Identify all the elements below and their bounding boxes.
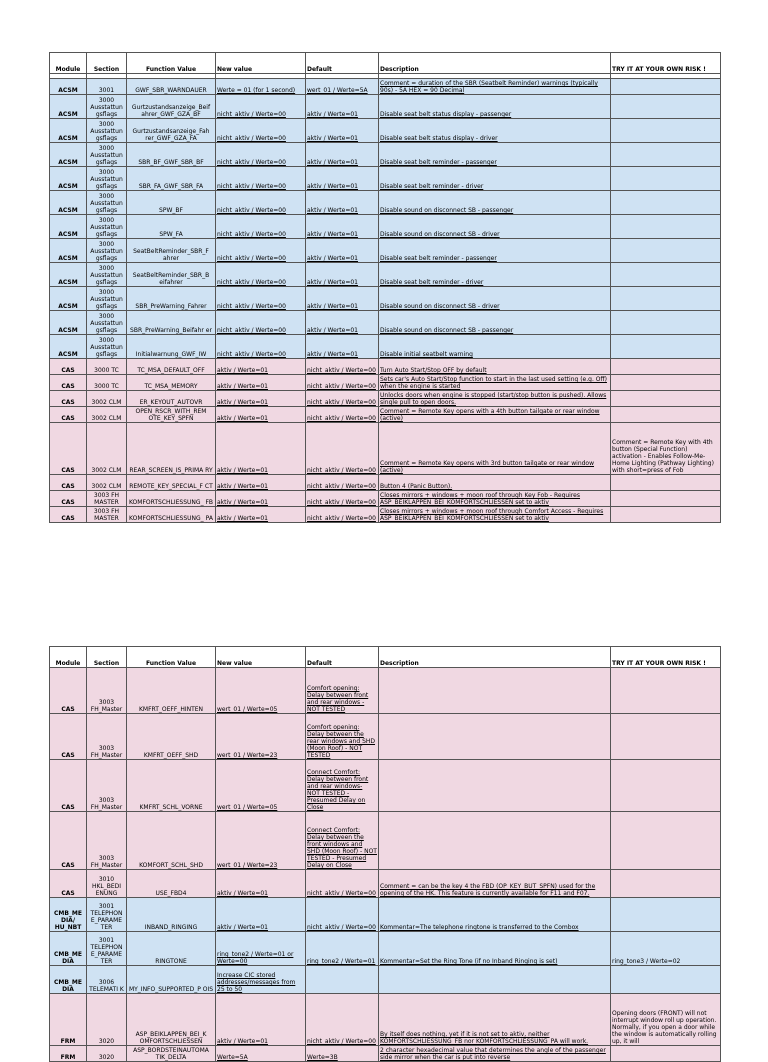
- table-row: [50, 239, 721, 263]
- module-cell: CAS: [50, 375, 87, 391]
- default-cell: nicht_aktiv / Werte=00: [306, 423, 379, 475]
- default-cell: aktiv / Werte=01: [306, 287, 379, 311]
- risk-cell: [611, 491, 721, 507]
- description-cell: [379, 812, 611, 870]
- default-cell: nicht_aktiv / Werte=00: [306, 407, 379, 423]
- header-description: Description: [379, 647, 611, 668]
- module-cell: ACSM: [50, 263, 87, 287]
- header-default: Default: [306, 53, 379, 74]
- section-cell: 3001 TELEPHON E_PARAME TER: [87, 898, 127, 932]
- default-cell: nicht_aktiv / Werte=00: [306, 491, 379, 507]
- section-cell: 3000 Ausstattun gsflags: [87, 263, 127, 287]
- section-cell: 3003 FH MASTER: [87, 507, 127, 523]
- table-row: [50, 79, 721, 95]
- risk-cell: [611, 167, 721, 191]
- default-cell: Connect Comfort: Delay between front and rear windows- NOT TESTED - Presumed Delay on Close: [306, 760, 379, 812]
- function-value-cell: SBR_PreWarning_Fahrer: [127, 287, 216, 311]
- new-value-cell: nicht_aktiv / Werte=00: [216, 311, 306, 335]
- risk-cell: Comment = Remote Key with 4th button (Special Function) activation - Enables Follow-Me-Home Lighting (Pathway Lighting) with short=press of Fob: [611, 423, 721, 475]
- new-value-cell: Werte = 01 (for 1 second): [216, 79, 306, 95]
- risk-cell: [611, 1046, 721, 1062]
- default-cell: aktiv / Werte=01: [306, 95, 379, 119]
- header-function-value: Function Value: [127, 53, 216, 74]
- section-cell: 3000 Ausstattun gsflags: [87, 239, 127, 263]
- description-cell: Kommentar=The telephone ringtone is transferred to the Combox: [379, 898, 611, 932]
- function-value-cell: ASP_BEIKLAPPEN_BEI_K OMFORTSCHLIESSEN: [127, 994, 216, 1046]
- description-cell: [379, 966, 611, 994]
- header-risk: TRY IT AT YOUR OWN RISK !: [611, 53, 721, 74]
- section-cell: 3003 FH MASTER: [87, 491, 127, 507]
- section-cell: 3010 HKL_BEDI ENUNG: [87, 870, 127, 898]
- coding-table-1: [49, 52, 721, 523]
- default-cell: nicht_aktiv / Werte=00: [306, 507, 379, 523]
- module-cell: CMB_ME DIA/ HU_NBT: [50, 898, 87, 932]
- risk-cell: [611, 79, 721, 95]
- table-row: [50, 375, 721, 391]
- risk-cell: [611, 263, 721, 287]
- function-value-cell: REMOTE_KEY_SPECIAL_F CT: [127, 475, 216, 491]
- default-cell: aktiv / Werte=01: [306, 263, 379, 287]
- section-cell: 3002 CLM: [87, 423, 127, 475]
- description-cell: Disable sound on disconnect SB - passenger: [379, 191, 611, 215]
- section-cell: 3003 FH_Master: [87, 714, 127, 760]
- section-cell: 3000 Ausstattun gsflags: [87, 191, 127, 215]
- module-cell: ACSM: [50, 79, 87, 95]
- module-cell: CAS: [50, 407, 87, 423]
- default-cell: aktiv / Werte=01: [306, 311, 379, 335]
- risk-cell: [611, 812, 721, 870]
- default-cell: nicht_aktiv / Werte=00: [306, 870, 379, 898]
- new-value-cell: aktiv / Werte=01: [216, 375, 306, 391]
- default-cell: [306, 966, 379, 994]
- section-cell: 3001 TELEPHON E_PARAME TER: [87, 932, 127, 966]
- header-risk: TRY IT AT YOUR OWN RISK !: [611, 647, 721, 668]
- risk-cell: [611, 191, 721, 215]
- module-cell: CAS: [50, 714, 87, 760]
- function-value-cell: USE_FBD4: [127, 870, 216, 898]
- function-value-cell: TC_MSA_MEMORY: [127, 375, 216, 391]
- module-cell: CAS: [50, 507, 87, 523]
- new-value-cell: aktiv / Werte=01: [216, 407, 306, 423]
- module-cell: ACSM: [50, 119, 87, 143]
- header-default: Default: [306, 647, 379, 668]
- default-cell: aktiv / Werte=01: [306, 167, 379, 191]
- new-value-cell: wert_01 / Werte=05: [216, 760, 306, 812]
- risk-cell: [611, 143, 721, 167]
- default-cell: nicht_aktiv / Werte=00: [306, 898, 379, 932]
- module-cell: CAS: [50, 870, 87, 898]
- table-row: [50, 491, 721, 507]
- new-value-cell: aktiv / Werte=01: [216, 391, 306, 407]
- table-row: [50, 898, 721, 932]
- header-new-value: New value: [216, 53, 306, 74]
- new-value-cell: aktiv / Werte=01: [216, 507, 306, 523]
- new-value-cell: Werte=5A: [216, 1046, 306, 1062]
- header-row: [50, 647, 721, 668]
- table-row: [50, 932, 721, 966]
- description-cell: Sets car's Auto Start/Stop function to start in the last used setting (e.g. Off) when the engine is started: [379, 375, 611, 391]
- risk-cell: [611, 475, 721, 491]
- function-value-cell: RINGTONE: [127, 932, 216, 966]
- header-new-value: New value: [216, 647, 306, 668]
- table-row: [50, 714, 721, 760]
- function-value-cell: KOMFORTSCHLIESSUNG_ FB: [127, 491, 216, 507]
- table-row: [50, 191, 721, 215]
- module-cell: ACSM: [50, 239, 87, 263]
- section-cell: 3002 CLM: [87, 475, 127, 491]
- module-cell: CAS: [50, 812, 87, 870]
- function-value-cell: GWF_SBR_WARNDAUER: [127, 79, 216, 95]
- description-cell: Kommentar=Set the Ring Tone (if no Inband Ringing is set): [379, 932, 611, 966]
- description-cell: Button 4 (Panic Button).: [379, 475, 611, 491]
- risk-cell: ring_tone3 / Werte=02: [611, 932, 721, 966]
- function-value-cell: SeatBeltReminder_SBR_F ahrer: [127, 239, 216, 263]
- new-value-cell: wert_01 / Werte=05: [216, 668, 306, 714]
- coding-table-2: [49, 646, 721, 1062]
- section-cell: 3001: [87, 79, 127, 95]
- new-value-cell: nicht_aktiv / Werte=00: [216, 239, 306, 263]
- risk-cell: [611, 311, 721, 335]
- module-cell: CAS: [50, 760, 87, 812]
- default-cell: aktiv / Werte=01: [306, 143, 379, 167]
- function-value-cell: INBAND_RINGING: [127, 898, 216, 932]
- new-value-cell: aktiv / Werte=01: [216, 359, 306, 375]
- section-cell: 3000 TC: [87, 375, 127, 391]
- module-cell: FRM: [50, 1046, 87, 1062]
- function-value-cell: SBR_BF_GWF_SBR_BF: [127, 143, 216, 167]
- description-cell: Disable sound on disconnect SB - driver: [379, 215, 611, 239]
- function-value-cell: SBR_FA_GWF_SBR_FA: [127, 167, 216, 191]
- default-cell: ring_tone2 / Werte=01: [306, 932, 379, 966]
- section-cell: 3000 Ausstattun gsflags: [87, 143, 127, 167]
- header-module: Module: [50, 647, 87, 668]
- risk-cell: [611, 215, 721, 239]
- description-cell: [379, 714, 611, 760]
- description-cell: Disable seat belt reminder - driver: [379, 263, 611, 287]
- function-value-cell: ASP_BORDSTEINAUTOMA TIK_DELTA: [127, 1046, 216, 1062]
- risk-cell: [611, 870, 721, 898]
- default-cell: nicht_aktiv / Werte=00: [306, 359, 379, 375]
- description-cell: [379, 760, 611, 812]
- default-cell: Werte=3B: [306, 1046, 379, 1062]
- risk-cell: [611, 335, 721, 359]
- table-row: [50, 287, 721, 311]
- description-cell: Disable seat belt status display - driver: [379, 119, 611, 143]
- module-cell: CAS: [50, 668, 87, 714]
- function-value-cell: KOMFORT_SCHL_SHD: [127, 812, 216, 870]
- description-cell: By itself does nothing, yet if it is not set to aktiv, neither KOMFORTSCHLIESSUNG_FB nor KOMFORTSCHLIESSUNG_PA will work.: [379, 994, 611, 1046]
- default-cell: aktiv / Werte=01: [306, 119, 379, 143]
- default-cell: Comfort opening: Delay between the rear windows and SHD (Moon Roof) - NOT TESTED: [306, 714, 379, 760]
- function-value-cell: Gurtzustandsanzeige_Beif ahrer_GWF_GZA_BF: [127, 95, 216, 119]
- table-row: [50, 263, 721, 287]
- new-value-cell: wert_01 / Werte=23: [216, 714, 306, 760]
- section-cell: 3003 FH_Master: [87, 812, 127, 870]
- section-cell: 3000 Ausstattun gsflags: [87, 311, 127, 335]
- description-cell: Disable initial seatbelt warning: [379, 335, 611, 359]
- section-cell: 3002 CLM: [87, 391, 127, 407]
- risk-cell: [611, 714, 721, 760]
- table-row: [50, 668, 721, 714]
- module-cell: ACSM: [50, 167, 87, 191]
- default-cell: Comfort opening: Delay between front and rear windows - NOT TESTED: [306, 668, 379, 714]
- risk-cell: [611, 407, 721, 423]
- section-cell: 3003 FH_Master: [87, 760, 127, 812]
- table-row: [50, 812, 721, 870]
- function-value-cell: OPEN_RSCR_WITH_REM OTE_KEY_SPFN: [127, 407, 216, 423]
- function-value-cell: SPW_BF: [127, 191, 216, 215]
- module-cell: ACSM: [50, 143, 87, 167]
- default-cell: aktiv / Werte=01: [306, 215, 379, 239]
- description-cell: Comment = duration of the SBR (Seatbelt Reminder) warnings (typically 90s) - 5A HEX = 90 Decimal: [379, 79, 611, 95]
- new-value-cell: nicht_aktiv / Werte=00: [216, 215, 306, 239]
- table-row: [50, 391, 721, 407]
- table-row: [50, 167, 721, 191]
- new-value-cell: wert_01 / Werte=23: [216, 812, 306, 870]
- risk-cell: [611, 391, 721, 407]
- description-cell: Turn Auto Start/Stop OFF by default: [379, 359, 611, 375]
- risk-cell: [611, 287, 721, 311]
- default-cell: nicht_aktiv / Werte=00: [306, 375, 379, 391]
- function-value-cell: TC_MSA_DEFAULT_OFF: [127, 359, 216, 375]
- module-cell: CMB_ME DIA: [50, 932, 87, 966]
- function-value-cell: MY_INFO_SUPPORTED_P OIS: [127, 966, 216, 994]
- module-cell: ACSM: [50, 191, 87, 215]
- risk-cell: [611, 760, 721, 812]
- header-function-value: Function Value: [127, 647, 216, 668]
- table-row: [50, 407, 721, 423]
- description-cell: Closes mirrors + windows + moon roof through Key Fob - Requires ASP_BEIKLAPPEN_BEI_KOMFORTSCHLIESSEN set to aktiv: [379, 491, 611, 507]
- default-cell: Connect Comfort: Delay between the front windows and SHD (Moon Roof) - NOT TESTED - Presumed Delay on Close: [306, 812, 379, 870]
- description-cell: Disable sound on disconnect SB - driver: [379, 287, 611, 311]
- section-cell: 3000 Ausstattun gsflags: [87, 119, 127, 143]
- module-cell: ACSM: [50, 95, 87, 119]
- new-value-cell: nicht_aktiv / Werte=00: [216, 191, 306, 215]
- default-cell: aktiv / Werte=01: [306, 239, 379, 263]
- module-cell: CAS: [50, 491, 87, 507]
- module-cell: CMB_ME DIA: [50, 966, 87, 994]
- default-cell: nicht_aktiv / Werte=00: [306, 994, 379, 1046]
- header-row: [50, 53, 721, 74]
- header-module: Module: [50, 53, 87, 74]
- header-section: Section: [87, 53, 127, 74]
- table-row: [50, 335, 721, 359]
- table-row: [50, 994, 721, 1046]
- risk-cell: [611, 239, 721, 263]
- function-value-cell: Gurtzustandsanzeige_Fah rer_GWF_GZA_FA: [127, 119, 216, 143]
- table-row: [50, 870, 721, 898]
- new-value-cell: nicht_aktiv / Werte=00: [216, 143, 306, 167]
- new-value-cell: nicht_aktiv / Werte=00: [216, 119, 306, 143]
- table-row: [50, 311, 721, 335]
- module-cell: CAS: [50, 359, 87, 375]
- section-cell: 3000 TC: [87, 359, 127, 375]
- function-value-cell: KMFRT_OEFF_HINTEN: [127, 668, 216, 714]
- default-cell: wert_01 / Werte=5A: [306, 79, 379, 95]
- description-cell: Disable seat belt status display - passenger: [379, 95, 611, 119]
- table-row: [50, 1046, 721, 1062]
- risk-cell: [611, 668, 721, 714]
- function-value-cell: SeatBeltReminder_SBR_B eifahrer: [127, 263, 216, 287]
- section-cell: 3020: [87, 994, 127, 1046]
- function-value-cell: SBR_PreWarning_Beifahr er: [127, 311, 216, 335]
- new-value-cell: aktiv / Werte=01: [216, 898, 306, 932]
- module-cell: FRM: [50, 994, 87, 1046]
- function-value-cell: KMFRT_SCHL_VORNE: [127, 760, 216, 812]
- section-cell: 3000 Ausstattun gsflags: [87, 287, 127, 311]
- section-cell: 3002 CLM: [87, 407, 127, 423]
- new-value-cell: nicht_aktiv / Werte=00: [216, 263, 306, 287]
- risk-cell: [611, 359, 721, 375]
- table-row: [50, 119, 721, 143]
- new-value-cell: nicht_aktiv / Werte=00: [216, 167, 306, 191]
- module-cell: ACSM: [50, 311, 87, 335]
- table-row: [50, 359, 721, 375]
- description-cell: [379, 668, 611, 714]
- module-cell: CAS: [50, 391, 87, 407]
- module-cell: ACSM: [50, 335, 87, 359]
- description-cell: Comment = Remote Key opens with a 4th button tailgate or rear window (active): [379, 407, 611, 423]
- description-cell: Comment = can be the key 4 the FBD (OP_KEY_BUT_SPFN) used for the opening of the HK. This feature is currently available for F11 and F07.: [379, 870, 611, 898]
- table-row: [50, 423, 721, 475]
- risk-cell: Opening doors (FRONT) will not interrupt window roll up operation. Normally, if you open a door while the window is automatically rolling up, it will: [611, 994, 721, 1046]
- risk-cell: [611, 119, 721, 143]
- table-row: [50, 143, 721, 167]
- module-cell: CAS: [50, 475, 87, 491]
- risk-cell: [611, 375, 721, 391]
- function-value-cell: KOMFORTSCHLIESSUNG_ PA: [127, 507, 216, 523]
- module-cell: CAS: [50, 423, 87, 475]
- new-value-cell: Increase CIC stored addresses/messages from 25 to 50: [216, 966, 306, 994]
- section-cell: 3000 Ausstattun gsflags: [87, 215, 127, 239]
- new-value-cell: nicht_aktiv / Werte=00: [216, 287, 306, 311]
- description-cell: Disable seat belt reminder - passenger: [379, 143, 611, 167]
- risk-cell: [611, 95, 721, 119]
- table-row: [50, 215, 721, 239]
- description-cell: Disable seat belt reminder - driver: [379, 167, 611, 191]
- risk-cell: [611, 898, 721, 932]
- default-cell: aktiv / Werte=01: [306, 335, 379, 359]
- description-cell: Disable sound on disconnect SB - passenger: [379, 311, 611, 335]
- table-row: [50, 95, 721, 119]
- default-cell: aktiv / Werte=01: [306, 191, 379, 215]
- table-row: [50, 507, 721, 523]
- function-value-cell: Initialwarnung_GWF_IW: [127, 335, 216, 359]
- section-cell: 3000 Ausstattun gsflags: [87, 335, 127, 359]
- new-value-cell: aktiv / Werte=01: [216, 994, 306, 1046]
- module-cell: ACSM: [50, 215, 87, 239]
- function-value-cell: ER_KEYOUT_AUTOVR: [127, 391, 216, 407]
- new-value-cell: aktiv / Werte=01: [216, 423, 306, 475]
- section-cell: 3003 FH_Master: [87, 668, 127, 714]
- description-cell: Comment = Remote Key opens with 3rd button tailgate or rear window (active): [379, 423, 611, 475]
- section-cell: 3006 TELEMATI K: [87, 966, 127, 994]
- new-value-cell: nicht_aktiv / Werte=00: [216, 335, 306, 359]
- table-row: [50, 475, 721, 491]
- new-value-cell: ring_tone2 / Werte=01 or Werte=00: [216, 932, 306, 966]
- new-value-cell: aktiv / Werte=01: [216, 491, 306, 507]
- description-cell: Unlocks doors when engine is stopped (start/stop button is pushed). Allows single pull to open doors.: [379, 391, 611, 407]
- new-value-cell: nicht_aktiv / Werte=00: [216, 95, 306, 119]
- section-cell: 3000 Ausstattun gsflags: [87, 167, 127, 191]
- section-cell: 3020: [87, 1046, 127, 1062]
- header-description: Description: [379, 53, 611, 74]
- description-cell: 2 character hexadecimal value that determines the angle of the passenger side mirror when the car is put into reverse: [379, 1046, 611, 1062]
- new-value-cell: aktiv / Werte=01: [216, 870, 306, 898]
- risk-cell: [611, 966, 721, 994]
- header-section: Section: [87, 647, 127, 668]
- module-cell: ACSM: [50, 287, 87, 311]
- description-cell: Disable seat belt reminder - passenger: [379, 239, 611, 263]
- risk-cell: [611, 507, 721, 523]
- new-value-cell: aktiv / Werte=01: [216, 475, 306, 491]
- section-cell: 3000 Ausstattun gsflags: [87, 95, 127, 119]
- table-row: [50, 760, 721, 812]
- description-cell: Closes mirrors + windows + moon roof through Comfort Access - Requires ASP_BEIKLAPPEN_BEI_KOMFORTSCHLIESSEN set to aktiv: [379, 507, 611, 523]
- default-cell: nicht_aktiv / Werte=00: [306, 391, 379, 407]
- default-cell: nicht_aktiv / Werte=00: [306, 475, 379, 491]
- function-value-cell: REAR_SCREEN_IS_PRIMA RY: [127, 423, 216, 475]
- table-row: [50, 966, 721, 994]
- function-value-cell: KMFRT_OEFF_SHD: [127, 714, 216, 760]
- function-value-cell: SPW_FA: [127, 215, 216, 239]
